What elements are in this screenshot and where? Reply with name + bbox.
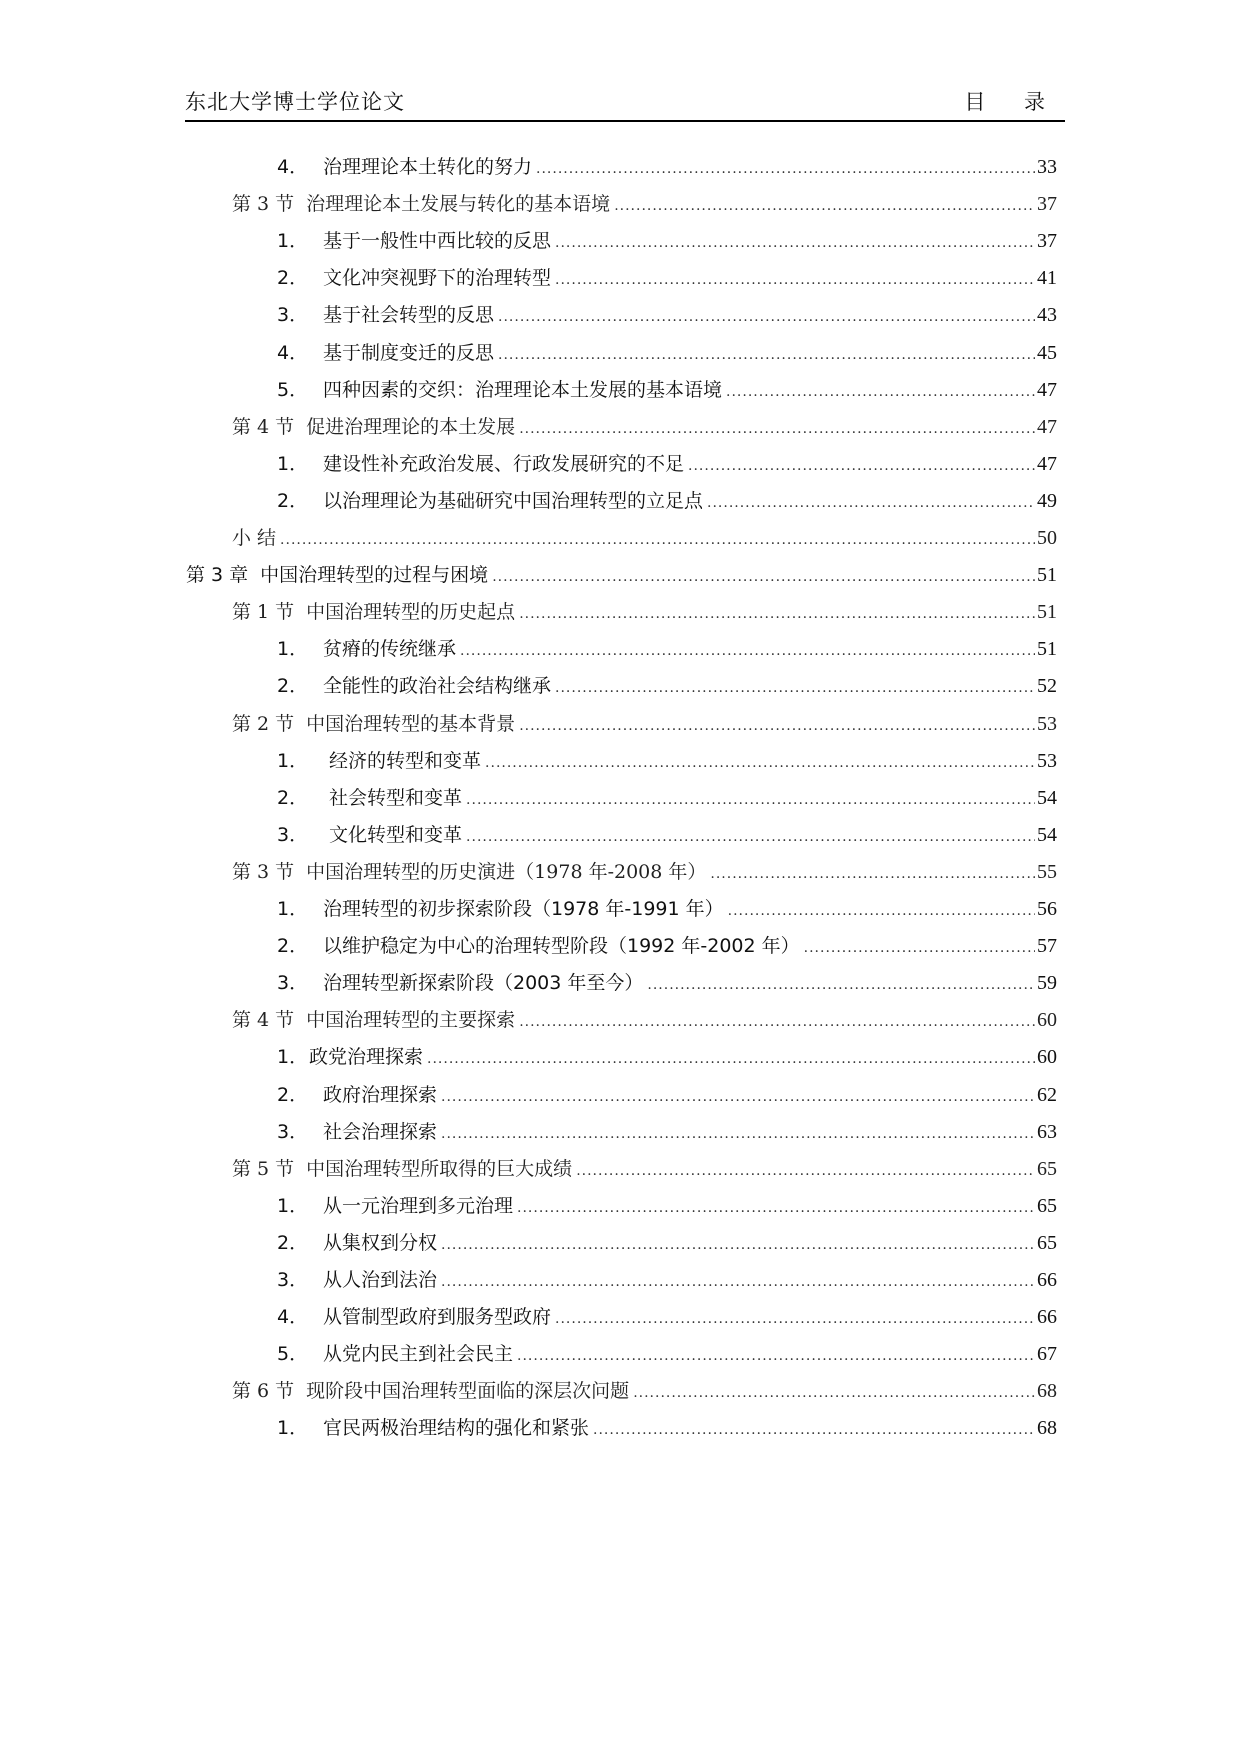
toc-entry-text: 基于制度变迁的反思 (323, 341, 495, 364)
toc-entry-number: 第 5 节 (232, 1157, 295, 1180)
toc-entry-text: 政府治理探索 (323, 1083, 438, 1106)
toc-page-number: 33 (1037, 156, 1057, 178)
toc-entry-label (277, 1339, 513, 1369)
toc-entry-label (277, 263, 551, 293)
toc-dot-leader (519, 414, 1035, 444)
toc-page-number: 47 (1037, 452, 1057, 475)
toc-page-number: 65 (1037, 1194, 1057, 1217)
toc-dot-leader (441, 1267, 1035, 1297)
toc-dot-leader (460, 636, 1035, 666)
toc-entry-label (232, 412, 515, 442)
toc-entry[interactable] (0, 263, 1057, 293)
toc-entry-label (277, 671, 551, 701)
toc-page-number: 60 (1037, 1009, 1057, 1032)
toc-entry-number: 1． (277, 230, 309, 253)
toc-entry[interactable] (0, 597, 1057, 627)
toc-entry-number: 第 2 节 (232, 712, 295, 735)
toc-entry-number: 3． (277, 304, 309, 327)
toc-entry-text: 治理理论本土发展与转化的基本语境 (306, 193, 611, 216)
toc-page-number: 54 (1037, 786, 1057, 809)
toc-page-number: 55 (1037, 860, 1057, 883)
toc-entry-label (232, 189, 610, 219)
toc-entry-number: 第 4 节 (232, 1009, 295, 1032)
toc-entry[interactable] (0, 152, 1057, 182)
toc-entry[interactable] (0, 894, 1057, 924)
toc-entry-number: 2． (277, 935, 309, 958)
toc-page-number: 59 (1037, 972, 1057, 995)
toc-entry-label (186, 560, 488, 590)
toc-entry-label (277, 226, 551, 256)
toc-entry-text: 建设性补充政治发展、行政发展研究的不足 (323, 452, 685, 475)
toc-entry[interactable] (0, 486, 1057, 516)
toc-page-number: 43 (1037, 304, 1057, 327)
toc-entry-number: 第 6 节 (232, 1380, 295, 1403)
toc-entry[interactable] (0, 1302, 1057, 1332)
toc-entry[interactable] (0, 1117, 1057, 1147)
toc-dot-leader (710, 859, 1035, 889)
toc-entry-label (277, 931, 800, 961)
toc-entry-number: 2． (277, 675, 309, 698)
toc-entry-number: 1． (277, 452, 309, 475)
toc-entry[interactable] (0, 449, 1057, 479)
toc-entry-label (277, 634, 456, 664)
toc-entry[interactable] (0, 1339, 1057, 1369)
toc-entry-text: 治理转型的初步探索阶段（1978 年-1991 年） (323, 898, 724, 920)
toc-entry-text: 官民两极治理结构的强化和紧张 (323, 1417, 590, 1440)
toc-entry[interactable] (0, 968, 1057, 998)
toc-page-number: 51 (1037, 638, 1057, 661)
toc-dot-leader (576, 1156, 1035, 1186)
toc-entry-text: 文化转型和变革 (323, 823, 463, 846)
toc-entry[interactable] (0, 634, 1057, 664)
toc-entry-text: 社会治理探索 (323, 1120, 438, 1143)
toc-dot-leader (519, 711, 1035, 741)
toc-page-number: 56 (1037, 898, 1057, 920)
toc-entry-number: 2． (277, 1231, 309, 1254)
toc-entry-number: 3． (277, 823, 309, 846)
toc-page-number: 53 (1037, 749, 1057, 772)
toc-page-number: 53 (1037, 712, 1057, 735)
toc-page-number: 52 (1037, 675, 1057, 698)
toc-entry-label (277, 486, 703, 516)
toc-entry[interactable] (0, 375, 1057, 405)
toc-page-number: 47 (1037, 415, 1057, 438)
toc-entry-text: 中国治理转型的历史起点 (306, 601, 516, 624)
toc-dot-leader (517, 1193, 1035, 1223)
toc-entry[interactable] (0, 412, 1057, 442)
toc-entry-text: 中国治理转型的主要探索 (306, 1009, 516, 1032)
toc-dot-leader (492, 562, 1035, 592)
toc-entry-text: 以治理理论为基础研究中国治理转型的立足点 (323, 489, 704, 512)
toc-dot-leader (804, 933, 1035, 963)
section-title: 目 录 (964, 90, 1061, 114)
toc-entry-number: 第 3 节 (232, 193, 295, 216)
toc-entry-number: 3． (277, 972, 309, 995)
toc-entry-label (277, 152, 532, 182)
toc-entry-number: 4． (277, 156, 309, 178)
toc-dot-leader (441, 1119, 1035, 1149)
toc-entry-text: 现阶段中国治理转型面临的深层次问题 (306, 1380, 630, 1403)
toc-entry[interactable] (0, 1005, 1057, 1035)
toc-entry-text: 基于社会转型的反思 (323, 304, 495, 327)
toc-entry[interactable] (0, 783, 1057, 813)
toc-entry-text: 社会转型和变革 (323, 786, 463, 809)
toc-entry-label (277, 300, 494, 330)
toc-dot-leader (555, 265, 1035, 295)
toc-entry[interactable] (0, 1191, 1057, 1221)
toc-entry-text: 从人治到法治 (323, 1269, 438, 1291)
toc-entry[interactable] (0, 300, 1057, 330)
toc-entry-label (232, 857, 706, 887)
toc-entry[interactable] (0, 1376, 1057, 1406)
toc-entry-text: 经济的转型和变革 (323, 749, 482, 772)
toc-entry-label (277, 746, 481, 776)
toc-page-number: 57 (1037, 935, 1057, 958)
toc-entry-label (232, 597, 515, 627)
toc-dot-leader (614, 191, 1035, 221)
toc-entry-number: 2． (277, 786, 309, 809)
toc-entry-text: 从管制型政府到服务型政府 (323, 1306, 552, 1329)
toc-entry-number: 1． (277, 1417, 309, 1440)
toc-page-number: 37 (1037, 230, 1057, 253)
toc-entry-text: 从一元治理到多元治理 (323, 1194, 514, 1217)
toc-page-number: 67 (1037, 1343, 1057, 1366)
toc-page-number: 65 (1037, 1157, 1057, 1180)
toc-entry[interactable] (0, 820, 1057, 850)
toc-entry-text: 从党内民主到社会民主 (323, 1343, 514, 1366)
toc-entry-text: 基于一般性中西比较的反思 (323, 230, 552, 253)
toc-entry-text: 治理理论本土转化的努力 (323, 156, 533, 178)
toc-dot-leader (555, 673, 1035, 703)
toc-page-number: 51 (1037, 564, 1057, 587)
toc-entry-label (232, 1005, 515, 1035)
toc-dot-leader (441, 1082, 1035, 1112)
toc-entry-number: 第 3 节 (232, 860, 295, 883)
page-header (185, 86, 1065, 122)
toc-entry-label (277, 968, 643, 998)
toc-entry[interactable] (0, 1154, 1057, 1184)
toc-entry[interactable] (0, 560, 1057, 590)
toc-page-number: 68 (1037, 1380, 1057, 1403)
toc-dot-leader (485, 748, 1035, 778)
toc-dot-leader (707, 488, 1035, 518)
toc-page-number: 66 (1037, 1306, 1057, 1329)
toc-page-number: 41 (1037, 267, 1057, 290)
toc-page-number: 37 (1037, 193, 1057, 216)
toc-entry[interactable] (0, 709, 1057, 739)
toc-entry-label (277, 1302, 551, 1332)
toc-dot-leader (519, 1007, 1035, 1037)
toc-entry-text: 全能性的政治社会结构继承 (323, 675, 552, 698)
toc-entry-label (277, 449, 684, 479)
toc-entry-label (277, 783, 462, 813)
toc-entry-number: 5． (277, 378, 309, 401)
toc-page-number: 66 (1037, 1269, 1057, 1291)
toc-entry-number: 2． (277, 1083, 309, 1106)
toc-entry-number: 小 结 (232, 527, 277, 549)
toc-page-number: 65 (1037, 1231, 1057, 1254)
toc-entry-text: 中国治理转型的历史演进（1978 年-2008 年） (306, 860, 707, 883)
toc-entry-number: 1． (277, 1194, 309, 1217)
toc-entry-text: 中国治理转型的基本背景 (306, 712, 516, 735)
toc-entry-label (277, 1080, 437, 1110)
toc-dot-leader (728, 896, 1035, 926)
toc-entry-label (232, 523, 276, 553)
toc-dot-leader (688, 451, 1035, 481)
toc-entry[interactable] (0, 857, 1057, 887)
toc-page-number: 51 (1037, 601, 1057, 624)
toc-entry-number: 第 3 章 (186, 564, 249, 587)
toc-entry-number: 1． (277, 1046, 309, 1069)
toc-entry[interactable] (0, 1042, 1057, 1072)
toc-dot-leader (647, 970, 1035, 1000)
toc-dot-leader (726, 377, 1035, 407)
toc-entry-number: 第 4 节 (232, 415, 295, 438)
toc-dot-leader (441, 1230, 1035, 1260)
toc-entry-text: 从集权到分权 (323, 1231, 438, 1254)
toc-entry[interactable] (0, 1413, 1057, 1443)
toc-entry-text: 以维护稳定为中心的治理转型阶段（1992 年-2002 年） (323, 935, 800, 958)
toc-entry-number: 4． (277, 1306, 309, 1329)
toc-entry-text: 政党治理探索 (309, 1046, 424, 1069)
toc-entry-text: 促进治理理论的本土发展 (306, 415, 516, 438)
toc-page-number: 62 (1037, 1083, 1057, 1106)
toc-entry-label (277, 1042, 423, 1072)
toc-page-number: 47 (1037, 378, 1057, 401)
toc-entry[interactable] (0, 1228, 1057, 1258)
toc-entry-label (277, 1413, 589, 1443)
toc-dot-leader (498, 340, 1035, 370)
thesis-title: 东北大学博士学位论文 (185, 90, 405, 114)
toc-dot-leader (593, 1415, 1035, 1445)
toc-entry-label (277, 1191, 513, 1221)
toc-entry-number: 2． (277, 489, 309, 512)
toc-entry-label (277, 1228, 437, 1258)
toc-page-number: 63 (1037, 1120, 1057, 1143)
toc-entry-label (277, 375, 722, 405)
toc-entry-label (232, 709, 515, 739)
toc-entry-label (277, 1117, 437, 1147)
toc-entry-text: 文化冲突视野下的治理转型 (323, 267, 552, 290)
toc-dot-leader (498, 302, 1035, 332)
toc-entry-label (277, 820, 462, 850)
toc-dot-leader (517, 1341, 1035, 1371)
toc-entry[interactable] (0, 226, 1057, 256)
toc-page-number: 54 (1037, 823, 1057, 846)
toc-entry-number: 3． (277, 1120, 309, 1143)
toc-entry-number: 1． (277, 638, 309, 661)
toc-entry[interactable] (0, 931, 1057, 961)
toc-dot-leader (536, 154, 1035, 184)
toc-entry-number: 3． (277, 1269, 309, 1291)
toc-entry-text: 中国治理转型所取得的巨大成绩 (306, 1157, 573, 1180)
toc-entry[interactable] (0, 671, 1057, 701)
toc-entry-label (277, 1265, 437, 1295)
toc-entry-number: 第 1 节 (232, 601, 295, 624)
toc-entry-label (232, 1154, 572, 1184)
toc-entry-text: 贫瘠的传统继承 (323, 638, 457, 661)
toc-page-number: 45 (1037, 341, 1057, 364)
toc-page-number: 49 (1037, 489, 1057, 512)
toc-page-number: 68 (1037, 1417, 1057, 1440)
toc-entry[interactable] (0, 189, 1057, 219)
toc-page-number: 50 (1037, 527, 1057, 549)
toc-dot-leader (633, 1378, 1035, 1408)
toc-entry[interactable] (0, 338, 1057, 368)
toc-entry-number: 2． (277, 267, 309, 290)
toc-entry-label (277, 338, 494, 368)
toc-entry-label (232, 1376, 629, 1406)
toc-entry-number: 5． (277, 1343, 309, 1366)
toc-entry-label (277, 894, 724, 924)
toc-dot-leader (427, 1044, 1035, 1074)
toc-entry[interactable] (0, 1080, 1057, 1110)
toc-dot-leader (466, 785, 1035, 815)
toc-dot-leader (555, 228, 1035, 258)
toc-dot-leader (280, 525, 1035, 555)
toc-entry-text: 中国治理转型的过程与困境 (260, 564, 489, 587)
toc-entry-text: 治理转型新探索阶段（2003 年至今） (323, 972, 644, 995)
toc-dot-leader (519, 599, 1035, 629)
toc-dot-leader (555, 1304, 1035, 1334)
toc-dot-leader (466, 822, 1035, 852)
toc-entry[interactable] (0, 523, 1057, 553)
toc-entry[interactable] (0, 746, 1057, 776)
toc-entry[interactable] (0, 1265, 1057, 1295)
toc-entry-number: 4． (277, 341, 309, 364)
toc-entry-number: 1． (277, 749, 309, 772)
toc-entry-text: 四种因素的交织：治理理论本土发展的基本语境 (323, 378, 723, 401)
toc-entry-number: 1． (277, 898, 309, 920)
toc-page-number: 60 (1037, 1046, 1057, 1069)
